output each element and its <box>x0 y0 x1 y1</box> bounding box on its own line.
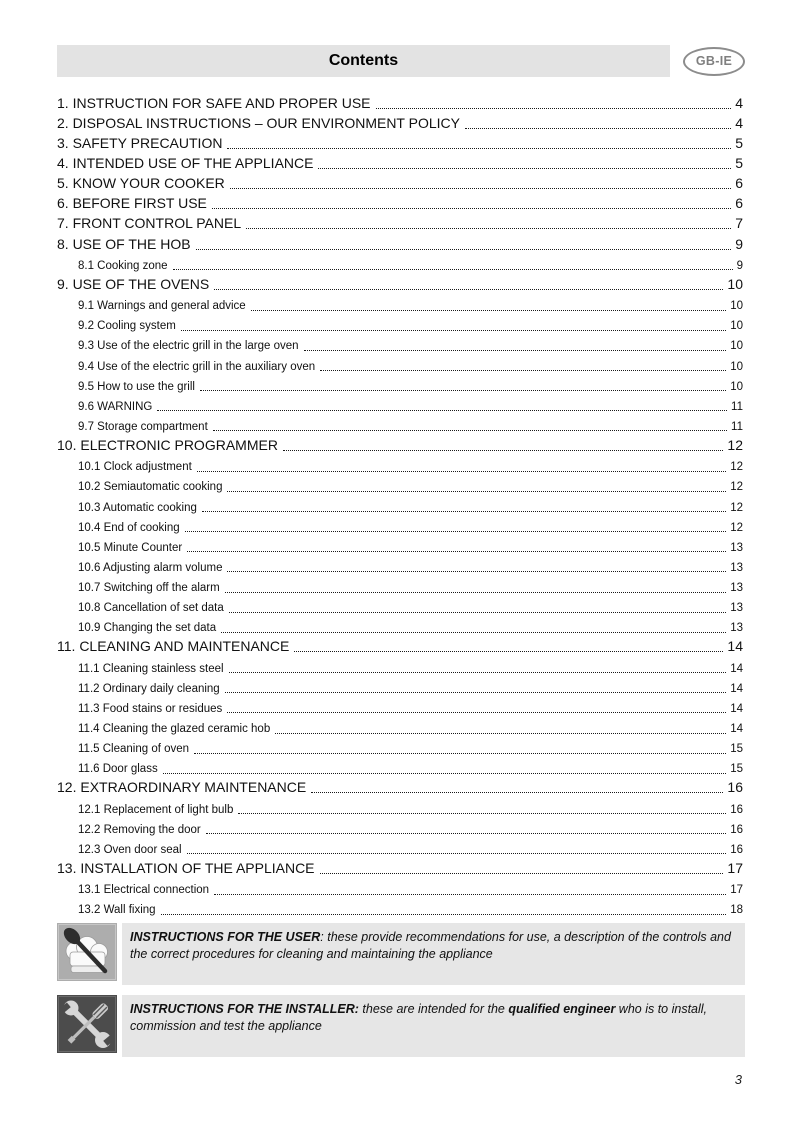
toc-entry <box>57 92 743 112</box>
toc-entry-label: 11.6 Door glass <box>78 763 158 776</box>
toc-entry <box>57 112 743 132</box>
toc-entry <box>57 555 743 575</box>
dot-leader <box>196 249 732 250</box>
toc-entry-page: 14 <box>730 702 743 715</box>
toc-entry <box>57 535 743 555</box>
toc-entry <box>57 132 743 152</box>
toc-entry-label: 7. FRONT CONTROL PANEL <box>57 215 242 232</box>
toc-entry-page: 13 <box>730 602 743 615</box>
user-instructions-text: INSTRUCTIONS FOR THE USER: these provide recommendations for use, a description of the controls and the correct procedures for cleaning and maintaining the appliance <box>122 923 745 985</box>
toc-entry-page: 16 <box>730 803 743 816</box>
toc-entry <box>57 656 743 676</box>
toc-entry-label: 13. INSTALLATION OF THE APPLIANCE <box>57 859 315 876</box>
toc-entry-label: 10. ELECTRONIC PROGRAMMER <box>57 437 278 454</box>
dot-leader <box>376 108 732 109</box>
toc-entry <box>57 394 743 414</box>
dot-leader <box>229 672 727 673</box>
toc-entry-page: 10 <box>730 380 743 393</box>
toc-entry <box>57 314 743 334</box>
toc-entry-page: 14 <box>727 638 743 655</box>
dot-leader <box>187 853 727 854</box>
wrench-screwdriver-icon <box>57 995 117 1053</box>
toc-entry-label: 12.2 Removing the door <box>78 823 201 836</box>
dot-leader <box>221 632 726 633</box>
dot-leader <box>187 551 726 552</box>
toc-entry-page: 12 <box>730 521 743 534</box>
toc-entry-page: 15 <box>730 763 743 776</box>
dot-leader <box>202 511 726 512</box>
dot-leader <box>227 712 726 713</box>
dot-leader <box>246 228 731 229</box>
toc-entry-page: 16 <box>730 823 743 836</box>
toc-entry-label: 9.6 WARNING <box>78 400 153 413</box>
dot-leader <box>157 410 727 411</box>
toc-entry <box>57 515 743 535</box>
dot-leader <box>212 208 731 209</box>
toc-entry-page: 13 <box>730 541 743 554</box>
toc-entry-page: 7 <box>735 215 743 232</box>
toc-entry <box>57 495 743 515</box>
toc-entry-page: 6 <box>735 195 743 212</box>
toc-entry <box>57 374 743 394</box>
toc-entry-label: 11.1 Cleaning stainless steel <box>78 662 224 675</box>
dot-leader <box>214 289 723 290</box>
toc-entry-page: 17 <box>727 859 743 876</box>
toc-entry-page: 18 <box>730 904 743 917</box>
toc-entry <box>57 475 743 495</box>
toc-entry <box>57 676 743 696</box>
dot-leader <box>465 128 731 129</box>
toc-entry-page: 10 <box>730 340 743 353</box>
dot-leader <box>163 773 727 774</box>
toc-entry-label: 10.6 Adjusting alarm volume <box>78 562 223 574</box>
toc-entry-page: 5 <box>735 134 743 151</box>
header <box>57 45 745 77</box>
dot-leader <box>238 813 726 814</box>
page-number: 3 <box>734 1072 742 1087</box>
toc-entry-label: 12.1 Replacement of light bulb <box>78 803 234 816</box>
toc-entry-page: 4 <box>735 94 743 111</box>
toc-entry-page: 9 <box>736 259 743 272</box>
toc-entry-label: 11.5 Cleaning of oven <box>78 743 190 756</box>
toc-entry-label: 10.2 Semiautomatic cooking <box>78 481 223 494</box>
toc-entry-label: 2. DISPOSAL INSTRUCTIONS – OUR ENVIRONMENT POLICY <box>57 114 460 131</box>
dot-leader <box>197 471 726 472</box>
chef-hat-spoon-icon <box>57 923 117 981</box>
toc-entry <box>57 777 743 797</box>
toc-entry <box>57 293 743 313</box>
dot-leader <box>213 430 727 431</box>
toc-entry <box>57 797 743 817</box>
dot-leader <box>214 894 726 895</box>
toc-entry-label: 13.2 Wall fixing <box>78 904 156 917</box>
toc-entry-label: 12. EXTRAORDINARY MAINTENANCE <box>57 779 307 796</box>
dot-leader <box>225 692 727 693</box>
language-badge: GB-IE <box>683 47 745 76</box>
contents-header-bar <box>57 45 670 77</box>
toc-entry <box>57 877 743 897</box>
dot-leader <box>294 651 723 652</box>
toc-entry-page: 11 <box>731 421 743 434</box>
toc-entry-label: 9.3 Use of the electric grill in the large oven <box>78 340 299 353</box>
toc-entry-label: 9.7 Storage compartment <box>78 421 208 434</box>
toc-entry <box>57 716 743 736</box>
toc-entry-label: 6. BEFORE FIRST USE <box>57 195 207 212</box>
dot-leader <box>185 531 727 532</box>
dot-leader <box>230 188 731 189</box>
toc-entry-label: 10.1 Clock adjustment <box>78 461 192 474</box>
toc-entry <box>57 414 743 434</box>
toc-entry-page: 12 <box>730 461 743 474</box>
dot-leader <box>251 310 726 311</box>
toc-entry-label: 11.4 Cleaning the glazed ceramic hob <box>78 723 271 736</box>
toc-entry-label: 1. INSTRUCTION FOR SAFE AND PROPER USE <box>57 94 371 111</box>
dot-leader <box>283 450 723 451</box>
dot-leader <box>318 168 731 169</box>
toc-entry <box>57 354 743 374</box>
toc-entry-page: 14 <box>730 662 743 675</box>
toc-entry-page: 5 <box>735 155 743 172</box>
dot-leader <box>229 612 726 613</box>
toc-entry-label: 9.2 Cooling system <box>78 320 176 333</box>
legend-notes <box>57 923 745 1057</box>
toc-entry-page: 14 <box>730 723 743 736</box>
dot-leader <box>173 269 733 270</box>
toc-entry-label: 4. INTENDED USE OF THE APPLIANCE <box>57 155 314 172</box>
toc-entry-label: 8.1 Cooking zone <box>78 259 168 272</box>
toc-entry <box>57 173 743 193</box>
dot-leader <box>206 833 726 834</box>
toc-entry <box>57 233 743 253</box>
toc-entry-page: 13 <box>730 622 743 635</box>
toc-entry-page: 13 <box>730 582 743 595</box>
installer-instructions-text: INSTRUCTIONS FOR THE INSTALLER: these are intended for the qualified engineer who is to install, commission and test the appliance <box>122 995 745 1057</box>
toc-entry-page: 16 <box>730 843 743 856</box>
dot-leader <box>227 491 726 492</box>
toc-entry <box>57 575 743 595</box>
toc-entry-page: 9 <box>735 235 743 252</box>
page-title: Contents <box>328 52 399 69</box>
toc-entry <box>57 837 743 857</box>
toc-entry <box>57 857 743 877</box>
toc-entry <box>57 193 743 213</box>
toc-entry-label: 10.3 Automatic cooking <box>78 501 197 514</box>
toc-entry <box>57 737 743 757</box>
dot-leader <box>304 350 727 351</box>
toc-entry-label: 9. USE OF THE OVENS <box>57 275 210 292</box>
toc-entry-label: 11.3 Food stains or residues <box>78 702 223 715</box>
toc-entry-label: 9.5 How to use the grill <box>78 380 195 393</box>
dot-leader <box>194 753 726 754</box>
toc-entry-label: 9.4 Use of the electric grill in the auxiliary oven <box>78 360 316 373</box>
dot-leader <box>311 792 723 793</box>
toc-entry-page: 15 <box>730 743 743 756</box>
toc-entry-label: 5. KNOW YOUR COOKER <box>57 175 225 192</box>
dot-leader <box>200 390 726 391</box>
toc-entry-label: 9.1 Warnings and general advice <box>78 300 246 313</box>
toc-entry <box>57 273 743 293</box>
user-instructions-note <box>57 923 745 985</box>
toc-entry-page: 12 <box>730 481 743 494</box>
toc-entry-page: 10 <box>727 275 743 292</box>
toc-entry-label: 12.3 Oven door seal <box>78 843 182 856</box>
dot-leader <box>227 148 731 149</box>
toc-entry-label: 8. USE OF THE HOB <box>57 235 191 252</box>
toc-entry <box>57 636 743 656</box>
toc-entry-label: 10.4 End of cooking <box>78 521 180 534</box>
dot-leader <box>181 330 726 331</box>
toc-entry-label: 10.9 Changing the set data <box>78 622 217 635</box>
toc-entry <box>57 898 743 918</box>
toc-entry-page: 16 <box>727 779 743 796</box>
toc-entry <box>57 817 743 837</box>
toc-entry <box>57 616 743 636</box>
toc-entry-label: 10.8 Cancellation of set data <box>78 602 224 615</box>
toc-entry <box>57 696 743 716</box>
toc-entry-page: 11 <box>731 400 743 413</box>
toc-entry <box>57 757 743 777</box>
toc-entry <box>57 434 743 454</box>
toc-entry <box>57 253 743 273</box>
toc-entry-label: 13.1 Electrical connection <box>78 884 210 897</box>
dot-leader <box>320 873 724 874</box>
toc-entry-page: 13 <box>730 562 743 574</box>
toc-entry <box>57 213 743 233</box>
toc-entry-page: 12 <box>730 501 743 514</box>
dot-leader <box>227 571 726 572</box>
toc-entry <box>57 152 743 172</box>
toc-entry <box>57 334 743 354</box>
toc-entry-page: 10 <box>730 360 743 373</box>
toc-entry-label: 10.7 Switching off the alarm <box>78 582 220 595</box>
toc-entry-page: 6 <box>735 175 743 192</box>
toc-entry <box>57 455 743 475</box>
installer-instructions-note <box>57 995 745 1057</box>
toc-entry-page: 17 <box>730 884 743 897</box>
toc-entry <box>57 596 743 616</box>
dot-leader <box>320 370 726 371</box>
toc-entry-page: 4 <box>735 114 743 131</box>
dot-leader <box>275 733 726 734</box>
table-of-contents <box>57 92 743 918</box>
toc-entry-label: 11. CLEANING AND MAINTENANCE <box>57 638 290 655</box>
toc-entry-page: 10 <box>730 300 743 313</box>
dot-leader <box>161 914 727 915</box>
toc-entry-label: 10.5 Minute Counter <box>78 541 183 554</box>
dot-leader <box>225 592 727 593</box>
toc-entry-label: 11.2 Ordinary daily cleaning <box>78 682 220 695</box>
toc-entry-page: 10 <box>730 320 743 333</box>
toc-entry-label: 3. SAFETY PRECAUTION <box>57 134 223 151</box>
toc-entry-page: 12 <box>727 437 743 454</box>
toc-entry-page: 14 <box>730 682 743 695</box>
